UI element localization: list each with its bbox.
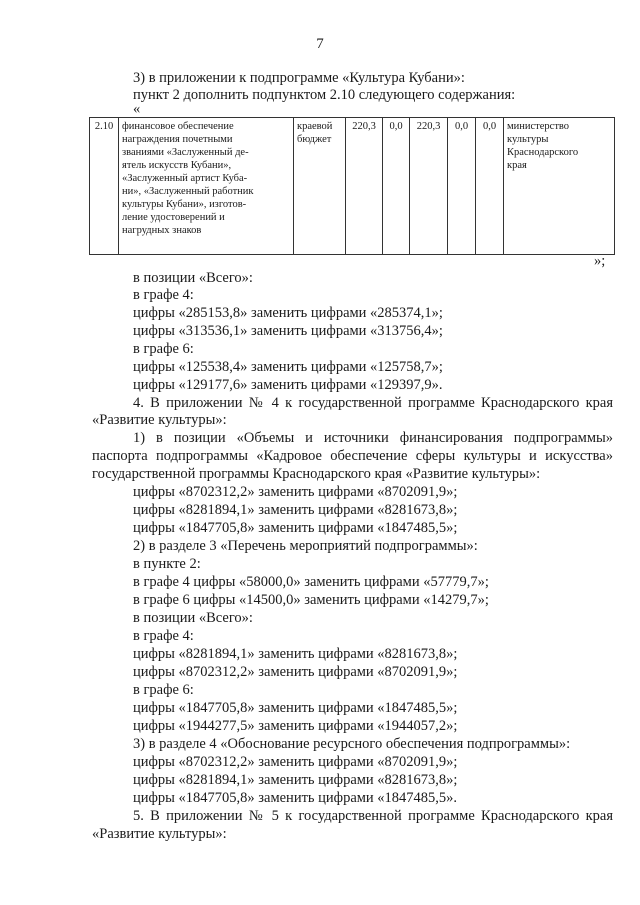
- body-line: в графе 6 цифры «14500,0» заменить цифрами «14279,7»;: [133, 592, 489, 608]
- body-line: «Развитие культуры»:: [92, 412, 227, 428]
- funding-source: краевой бюджет: [294, 118, 346, 255]
- body-line: цифры «8281894,1» заменить цифрами «8281673,8»;: [133, 502, 458, 518]
- body-line: цифры «285153,8» заменить цифрами «285374,1»;: [133, 305, 443, 321]
- value-col-2: 0,0: [383, 118, 410, 255]
- intro-line-1: 3) в приложении к подпрограмме «Культура Кубани»:: [133, 70, 465, 86]
- measure-name: финансовое обеспечение награждения почетными званиями «Заслуженный де- ятель искусств Кубани», «Заслуженный артист Куба- ни», «Заслуженный работник культуры Кубани», изготов- ление удостоверений и нагрудных знаков: [119, 118, 294, 255]
- body-line: в графе 6:: [133, 341, 194, 357]
- body-line: цифры «129177,6» заменить цифрами «129397,9».: [133, 377, 443, 393]
- body-line: в графе 4 цифры «58000,0» заменить цифрами «57779,7»;: [133, 574, 489, 590]
- body-line: цифры «8281894,1» заменить цифрами «8281673,8»;: [133, 646, 458, 662]
- body-line: в пункте 2:: [133, 556, 201, 572]
- value-total: 220,3: [346, 118, 383, 255]
- body-line: в графе 6:: [133, 682, 194, 698]
- subprogram-table: [89, 117, 615, 255]
- body-line: 5. В приложении № 5 к государственной программе Краснодарского края: [133, 808, 613, 824]
- close-quote: »;: [594, 253, 606, 269]
- intro-line-2: пункт 2 дополнить подпунктом 2.10 следующего содержания:: [133, 87, 516, 103]
- executor: министерство культуры Краснодарского края: [504, 118, 615, 255]
- body-line: 3) в разделе 4 «Обоснование ресурсного обеспечения подпрограммы»:: [133, 736, 571, 752]
- body-line: 1) в позиции «Объемы и источники финансирования подпрограммы»: [133, 430, 613, 446]
- body-line: цифры «125538,4» заменить цифрами «125758,7»;: [133, 359, 443, 375]
- body-line: паспорта подпрограммы «Кадровое обеспечение сферы культуры и искусства»: [92, 448, 613, 464]
- row-number: 2.10: [90, 118, 119, 255]
- page-number: 7: [316, 36, 324, 52]
- body-line: цифры «8281894,1» заменить цифрами «8281673,8»;: [133, 772, 458, 788]
- body-line: государственной программы Краснодарского края «Развитие культуры»:: [92, 466, 541, 482]
- body-line: цифры «8702312,2» заменить цифрами «8702091,9»;: [133, 484, 458, 500]
- value-col-3: 220,3: [410, 118, 448, 255]
- body-line: цифры «8702312,2» заменить цифрами «8702091,9»;: [133, 664, 458, 680]
- body-line: в графе 4:: [133, 628, 194, 644]
- body-line: цифры «8702312,2» заменить цифрами «8702091,9»;: [133, 754, 458, 770]
- body-line: цифры «1847705,8» заменить цифрами «1847485,5»;: [133, 700, 458, 716]
- value-col-5: 0,0: [476, 118, 504, 255]
- body-line: цифры «1847705,8» заменить цифрами «1847485,5»;: [133, 520, 458, 536]
- body-line: в графе 4:: [133, 287, 194, 303]
- table-row: [90, 118, 615, 255]
- body-line: в позиции «Всего»:: [133, 270, 253, 286]
- body-line: цифры «1847705,8» заменить цифрами «1847485,5».: [133, 790, 458, 806]
- open-quote: «: [133, 101, 141, 117]
- body-line: цифры «1944277,5» заменить цифрами «1944057,2»;: [133, 718, 458, 734]
- body-line: 2) в разделе 3 «Перечень мероприятий подпрограммы»:: [133, 538, 478, 554]
- body-line: 4. В приложении № 4 к государственной программе Краснодарского края: [133, 395, 613, 411]
- body-line: цифры «313536,1» заменить цифрами «313756,4»;: [133, 323, 443, 339]
- value-col-4: 0,0: [448, 118, 476, 255]
- body-line: «Развитие культуры»:: [92, 826, 227, 842]
- body-line: в позиции «Всего»:: [133, 610, 253, 626]
